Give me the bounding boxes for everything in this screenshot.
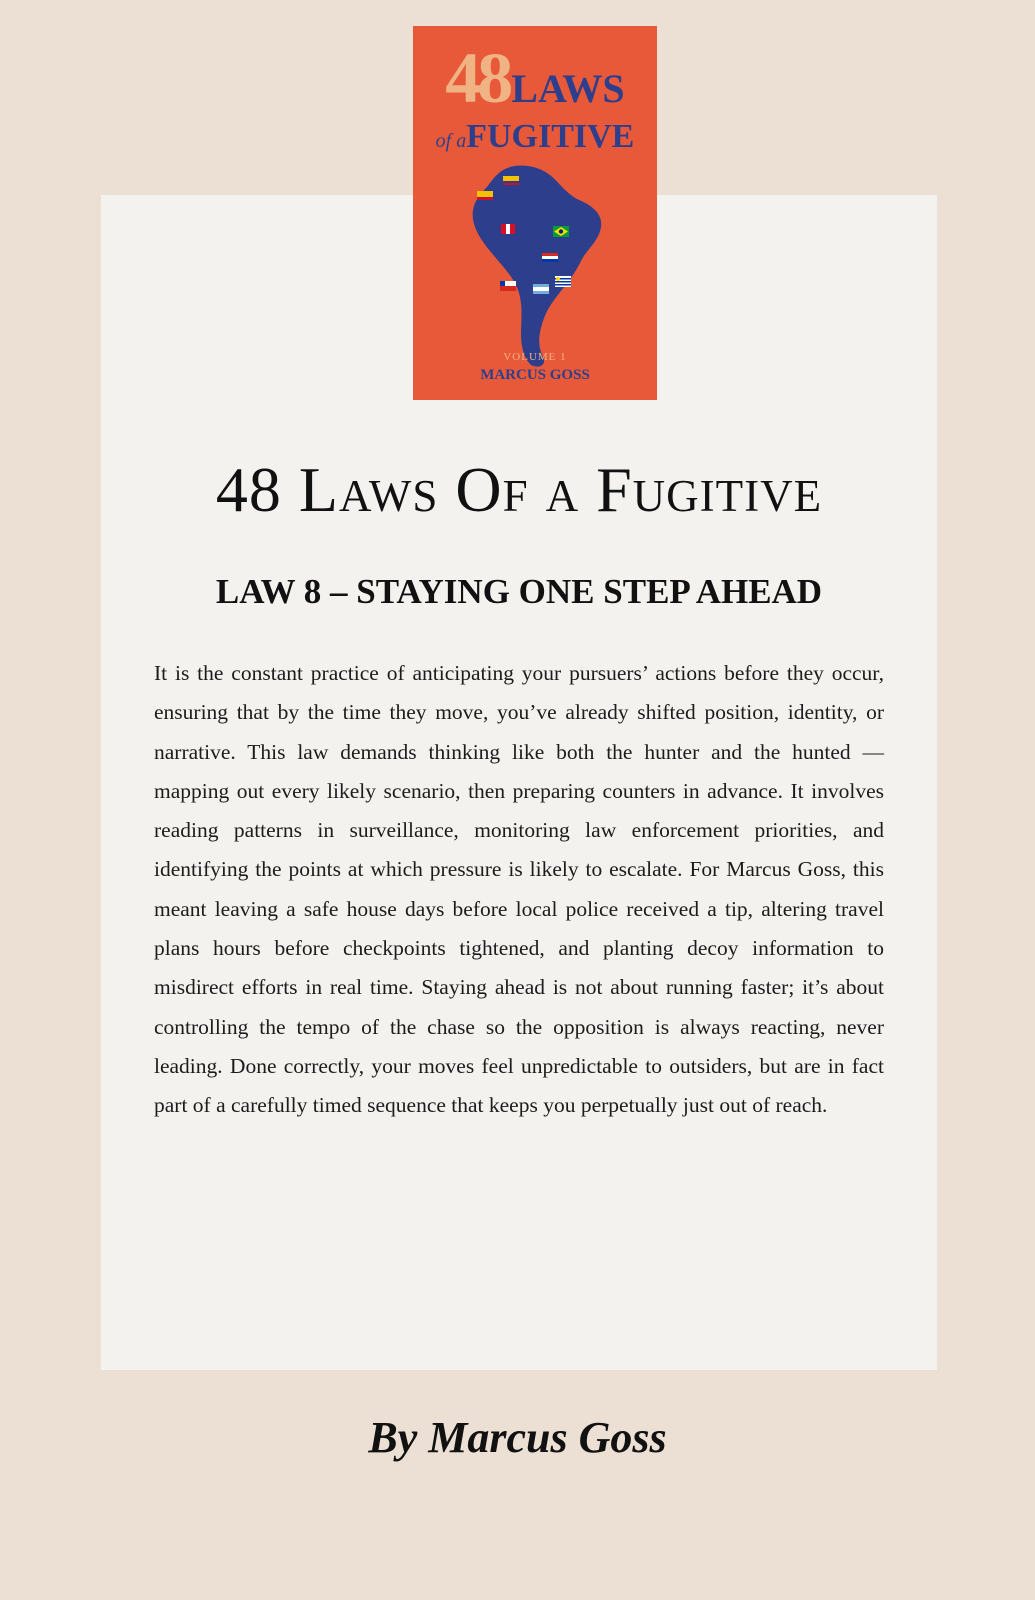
law-description: It is the constant practice of anticipating your pursuers’ actions before they occur, ensuring that by the time they move, you’ve already shifted position, identity, or narrative. This law demands thinking like both the hunter and the hunted — mapping out every likely scenario, then preparing counters in advance. It involves reading patterns in surveillance, monitoring law enforcement priorities, and identifying the points at which pressure is likely to escalate. For Marcus Goss, this meant leaving a safe house days before local police received a tip, altering travel plans hours before checkpoints tightened, and planting decoy information to misdirect efforts in real time. Staying ahead is not about running faster; it’s about controlling the tempo of the chase so the opposition is always reacting, never leading. Done correctly, your moves feel unpredictable to outsiders, but are in fact part of a carefully timed sequence that keeps you perpetually just out of reach. — [154, 661, 884, 1118]
cover-number: 48 — [445, 38, 510, 118]
south-america-map-icon — [465, 161, 605, 371]
author-byline: By Marcus Goss — [368, 1413, 667, 1462]
cover-laws: LAWS — [511, 66, 625, 111]
law-heading: LAW 8 – STAYING ONE STEP AHEAD — [215, 572, 823, 611]
cover-subtitle — [413, 118, 657, 156]
book-cover — [413, 26, 657, 400]
cover-volume: VOLUME 1 — [503, 351, 567, 363]
cover-fugitive: FUGITIVE — [466, 118, 635, 155]
cover-of-a: of a — [435, 130, 467, 152]
cover-author: MARCUS GOSS — [480, 367, 590, 383]
page-title: 48 Laws Of a Fugitive — [215, 454, 823, 525]
cover-title — [413, 38, 657, 118]
